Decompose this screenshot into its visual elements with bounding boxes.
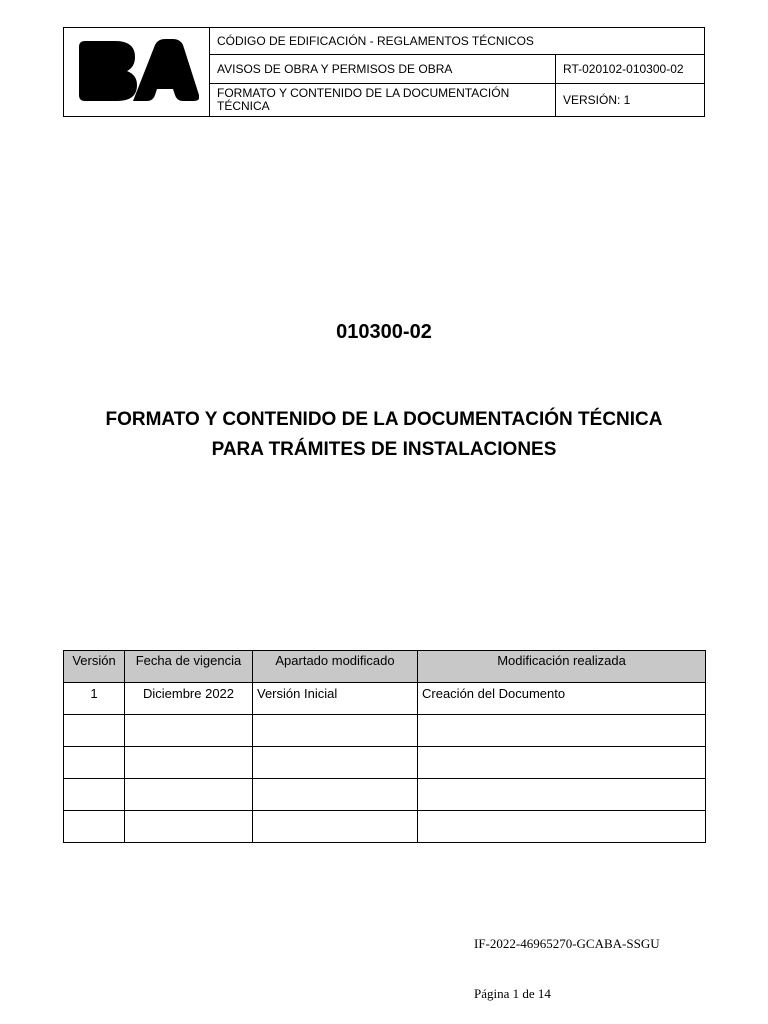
title-line-1: FORMATO Y CONTENIDO DE LA DOCUMENTACIÓN TÉCNICA	[105, 409, 663, 430]
header-doc-ref: RT-020102-010300-02	[556, 55, 704, 84]
cell-section	[253, 811, 418, 843]
document-header	[63, 27, 705, 117]
page-number: Página 1 de 14	[474, 986, 551, 1001]
cell-date: Diciembre 2022	[125, 683, 253, 715]
col-header-section: Apartado modificado	[253, 651, 418, 683]
version-table	[63, 650, 706, 843]
table-row	[64, 747, 706, 779]
cell-date	[125, 779, 253, 811]
cell-date	[125, 747, 253, 779]
cell-version	[64, 779, 125, 811]
cell-date	[125, 715, 253, 747]
table-row	[64, 779, 706, 811]
table-row	[64, 715, 706, 747]
cell-version	[64, 747, 125, 779]
cell-version	[64, 715, 125, 747]
cell-section	[253, 747, 418, 779]
header-subject: FORMATO Y CONTENIDO DE LA DOCUMENTACIÓN TÉCNICA	[210, 84, 556, 116]
cell-change	[418, 747, 706, 779]
col-header-version: Versión	[64, 651, 125, 683]
ba-logo	[64, 28, 210, 116]
header-version: VERSIÓN: 1	[563, 92, 631, 107]
cell-section: Versión Inicial	[253, 683, 418, 715]
cell-change	[418, 779, 706, 811]
ba-logo-icon	[75, 39, 199, 105]
document-code: 010300-02	[336, 321, 432, 343]
table-row	[64, 683, 706, 715]
document-id: IF-2022-46965270-GCABA-SSGU	[474, 936, 660, 951]
col-header-date: Fecha de vigencia	[125, 651, 253, 683]
cell-version	[64, 811, 125, 843]
document-title	[0, 405, 768, 465]
cell-date	[125, 811, 253, 843]
header-section: AVISOS DE OBRA Y PERMISOS DE OBRA	[210, 55, 556, 84]
cell-change	[418, 811, 706, 843]
table-row	[64, 811, 706, 843]
title-line-2: PARA TRÁMITES DE INSTALACIONES	[211, 439, 557, 460]
version-table-header	[64, 651, 706, 683]
cell-section	[253, 715, 418, 747]
cell-change	[418, 715, 706, 747]
header-code-title: CÓDIGO DE EDIFICACIÓN - REGLAMENTOS TÉCNICOS	[210, 28, 704, 55]
cell-section	[253, 779, 418, 811]
cell-version: 1	[64, 683, 125, 715]
cell-change: Creación del Documento	[418, 683, 706, 715]
col-header-change: Modificación realizada	[418, 651, 706, 683]
